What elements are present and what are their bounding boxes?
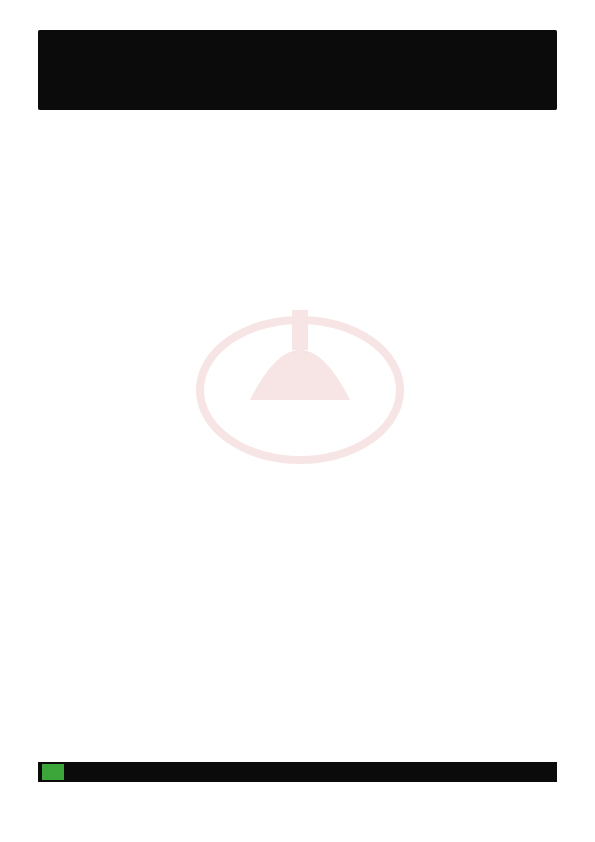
frame-right-ornament: [573, 0, 595, 842]
footer-bar: [38, 762, 557, 782]
frame-left-ornament: [0, 0, 22, 842]
frame-bottom-ornament: [0, 820, 595, 842]
article-body: [32, 126, 563, 158]
watermark-logo: [180, 280, 420, 480]
frame-top-ornament: [0, 0, 595, 22]
page-number-badge: [42, 764, 64, 780]
header-banner: [38, 30, 557, 110]
